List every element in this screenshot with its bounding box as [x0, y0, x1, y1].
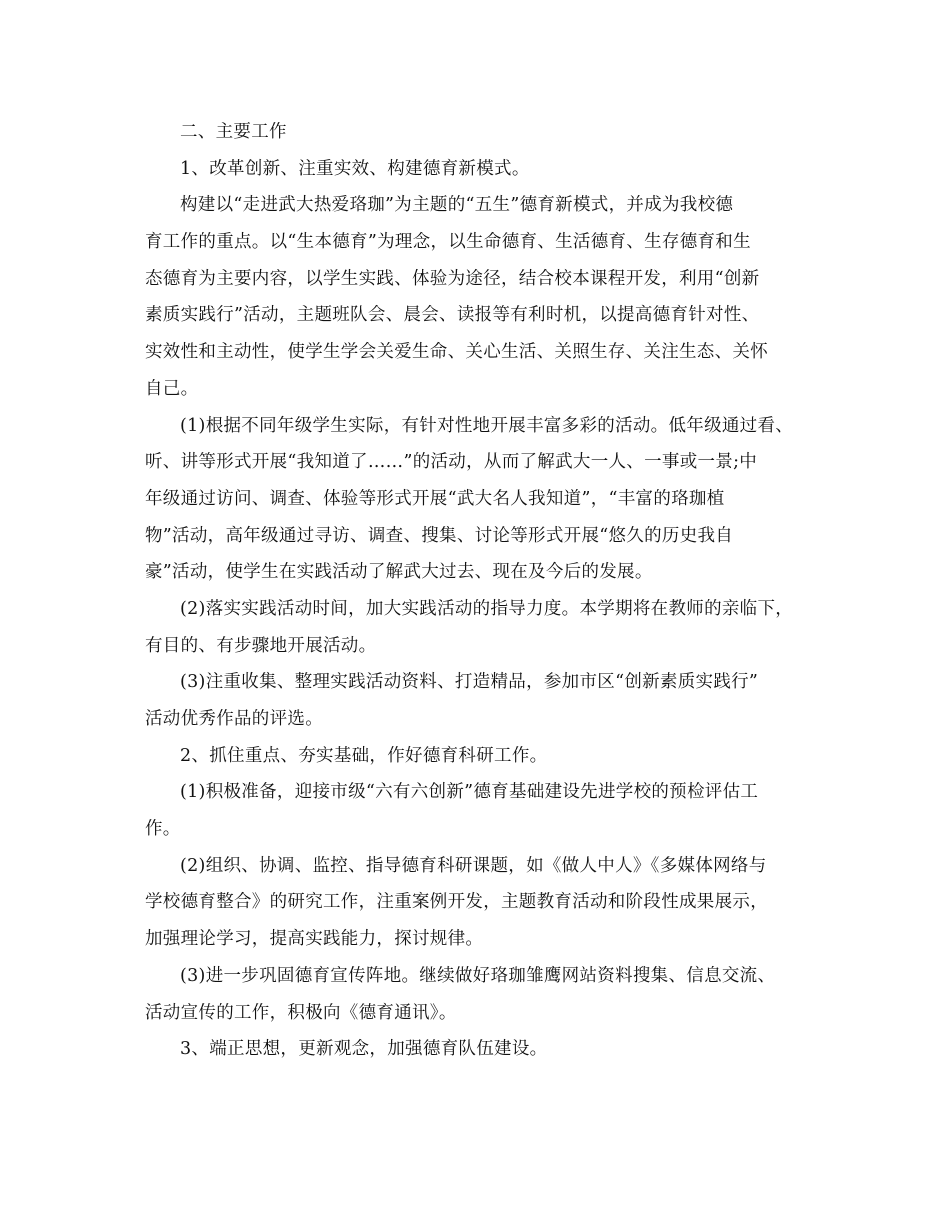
text-line: 作。 — [145, 819, 181, 840]
text-line: 加强理论学习，提高实践能力，探讨规律。 — [145, 929, 484, 950]
text-line: 学校德育整合》的研究工作，注重案例开发，主题教育活动和阶段性成果展示， — [145, 892, 768, 913]
text-line: 豪”活动，使学生在实践活动了解武大过去、现在及今后的发展。 — [145, 562, 653, 583]
text-line: (2)组织、协调、监控、指导德育科研课题，如《做人中人》《多媒体网络与 — [180, 855, 767, 876]
text-line: 物”活动，高年级通过寻访、调查、搜集、讨论等形式开展“悠久的历史我自 — [145, 525, 734, 546]
text-line: (1)积极准备，迎接市级“六有六创新”德育基础建设先进学校的预检评估工 — [180, 782, 759, 803]
text-line: 2、抓住重点、夯实基础，作好德育科研工作。 — [180, 745, 548, 766]
text-line: 3、端正思想，更新观念，加强德育队伍建设。 — [180, 1039, 548, 1060]
text-line: 年级通过访问、调查、体验等形式开展“武大名人我知道”，“丰富的珞珈植 — [145, 488, 725, 509]
text-line: (3)进一步巩固德育宣传阵地。继续做好珞珈雏鹰网站资料搜集、信息交流、 — [180, 965, 776, 986]
text-line: 态德育为主要内容，以学生实践、体验为途径，结合校本课程开发，利用“创新 — [145, 268, 760, 289]
text-line: 1、改革创新、注重实效、构建德育新模式。 — [180, 158, 530, 179]
text-line: 自己。 — [145, 378, 199, 399]
text-line: 有目的、有步骤地开展活动。 — [145, 635, 377, 656]
document-body — [145, 114, 810, 1068]
text-line: 育工作的重点。以“生本德育”为理念，以生命德育、生活德育、生存德育和生 — [145, 232, 751, 253]
text-line: 听、讲等形式开展“我知道了……”的活动，从而了解武大一人、一事或一景;中 — [145, 452, 758, 473]
text-line: (1)根据不同年级学生实际，有针对性地开展丰富多彩的活动。低年级通过看、 — [180, 415, 794, 436]
text-line: 活动优秀作品的评选。 — [145, 709, 323, 729]
text-line: (3)注重收集、整理实践活动资料、打造精品，参加市区“创新素质实践行” — [180, 672, 759, 693]
text-line: 构建以“走进武大热爱珞珈”为主题的“五生”德育新模式，并成为我校德 — [180, 195, 734, 216]
text-line: 活动宣传的工作，积极向《德育通讯》。 — [145, 1002, 457, 1023]
text-line: 实效性和主动性，使学生学会关爱生命、关心生活、关照生存、关注生态、关怀 — [145, 342, 768, 363]
text-line: (2)落实实践活动时间，加大实践活动的指导力度。本学期将在教师的亲临下， — [180, 598, 794, 619]
text-line: 二、主要工作 — [180, 122, 287, 142]
text-line: 素质实践行”活动，主题班队会、晨会、读报等有利时机，以提高德育针对性、 — [145, 305, 760, 326]
